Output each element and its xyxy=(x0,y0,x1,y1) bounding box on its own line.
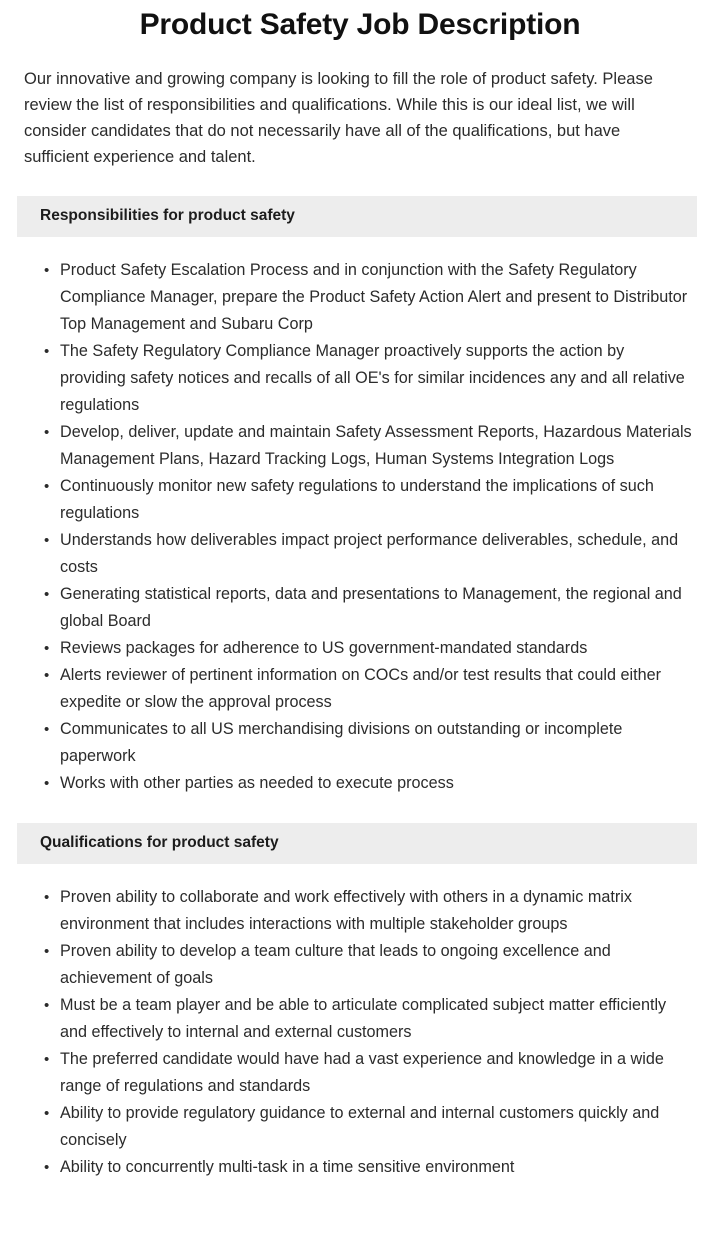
list-item: • Ability to provide regulatory guidance to external and internal customers quickly and concisely xyxy=(44,1100,692,1154)
section-responsibilities xyxy=(0,196,720,797)
list-item: • Generating statistical reports, data and presentations to Management, the regional and global Board xyxy=(44,581,692,635)
section-heading-label: Responsibilities for product safety xyxy=(40,207,295,225)
list-item: • Ability to concurrently multi-task in a time sensitive environment xyxy=(44,1154,692,1181)
section-header-qualifications xyxy=(17,823,697,864)
list-item: • Works with other parties as needed to execute process xyxy=(44,770,692,797)
list-item: • The preferred candidate would have had a vast experience and knowledge in a wide range of regulations and standards xyxy=(44,1046,692,1100)
list-item: • The Safety Regulatory Compliance Manager proactively supports the action by providing safety notices and recalls of all OE's for similar incidences any and all relative regulations xyxy=(44,338,692,419)
list-item: • Alerts reviewer of pertinent information on COCs and/or test results that could either expedite or slow the approval process xyxy=(44,662,692,716)
page-title: Product Safety Job Description xyxy=(139,8,581,41)
list-item: • Reviews packages for adherence to US government-mandated standards xyxy=(44,635,692,662)
responsibilities-list xyxy=(0,237,720,797)
intro-paragraph: Our innovative and growing company is looking to fill the role of product safety. Please review the list of responsibilities and qualifications. While this is our ideal list, we will consider candidates that do not necessarily have all of the qualifications, but have sufficient experience and talent. xyxy=(24,69,653,166)
section-heading-label: Qualifications for product safety xyxy=(40,834,279,852)
list-item: • Product Safety Escalation Process and in conjunction with the Safety Regulatory Compliance Manager, prepare the Product Safety Action Alert and present to Distributor Top Management and Subaru Corp xyxy=(44,257,692,338)
section-header-responsibilities xyxy=(17,196,697,237)
list-item: • Communicates to all US merchandising divisions on outstanding or incomplete paperwork xyxy=(44,716,692,770)
list-item: • Develop, deliver, update and maintain Safety Assessment Reports, Hazardous Materials Management Plans, Hazard Tracking Logs, Human Systems Integration Logs xyxy=(44,419,692,473)
section-qualifications xyxy=(0,823,720,1181)
list-item: • Continuously monitor new safety regulations to understand the implications of such regulations xyxy=(44,473,692,527)
list-item: • Proven ability to collaborate and work effectively with others in a dynamic matrix environment that includes interactions with multiple stakeholder groups xyxy=(44,884,692,938)
list-item: • Proven ability to develop a team culture that leads to ongoing excellence and achievement of goals xyxy=(44,938,692,992)
list-item: • Must be a team player and be able to articulate complicated subject matter efficiently and effectively to internal and external customers xyxy=(44,992,692,1046)
list-item: • Understands how deliverables impact project performance deliverables, schedule, and costs xyxy=(44,527,692,581)
qualifications-list xyxy=(0,864,720,1181)
